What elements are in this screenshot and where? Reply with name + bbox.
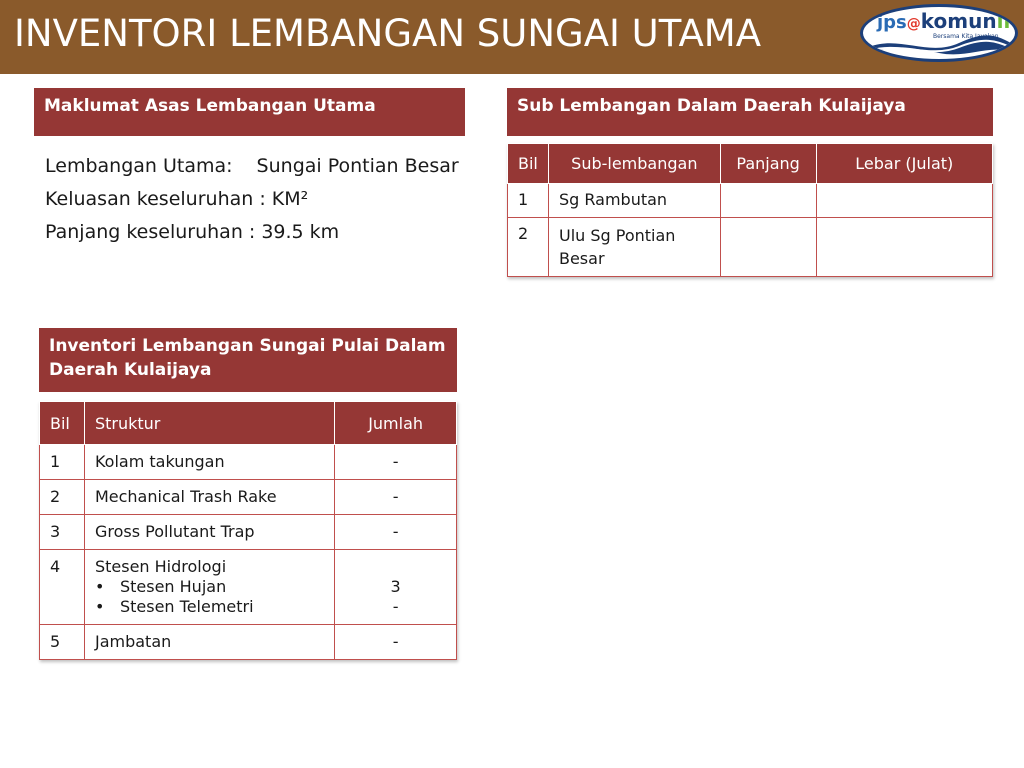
struktur-sub-item: • Stesen Telemetri <box>95 597 324 617</box>
cell-bil: 3 <box>40 515 85 550</box>
col-header-lebar: Lebar (Julat) <box>816 144 992 184</box>
cell-panjang <box>720 218 816 277</box>
table-row <box>508 184 993 218</box>
info-label-main-basin: Lembangan Utama: <box>45 155 233 177</box>
cell-jumlah: - <box>335 515 457 550</box>
cell-struktur: Gross Pollutant Trap <box>84 515 334 550</box>
info-label-length: Panjang keseluruhan : 39.5 km <box>45 221 340 243</box>
cell-lebar <box>816 218 992 277</box>
inventory-table <box>39 401 457 660</box>
struktur-sub-list <box>95 577 324 617</box>
table-row <box>40 550 457 625</box>
cell-struktur: Jambatan <box>84 625 334 660</box>
cell-struktur: Mechanical Trash Rake <box>84 480 334 515</box>
cell-jumlah <box>335 550 457 625</box>
table-row <box>40 445 457 480</box>
page-title: INVENTORI LEMBANGAN SUNGAI UTAMA <box>14 12 762 55</box>
jumlah-sub-value: - <box>392 597 399 616</box>
cell-bil: 2 <box>40 480 85 515</box>
cell-lebar <box>816 184 992 218</box>
jps-komunii-logo <box>860 4 1018 62</box>
col-header-bil: Bil <box>40 402 85 445</box>
cell-struktur <box>84 550 334 625</box>
logo-jps: jps <box>877 12 907 33</box>
cell-struktur-title: Stesen Hidrologi <box>94 557 227 576</box>
inventory-header: Inventori Lembangan Sungai Pulai Dalam Daerah Kulaijaya <box>39 328 457 392</box>
logo-wordmark <box>877 9 1010 33</box>
cell-bil: 2 <box>508 218 549 277</box>
cell-bil: 1 <box>508 184 549 218</box>
basic-info-block <box>45 150 459 249</box>
cell-bil: 5 <box>40 625 85 660</box>
logo-at: @ <box>906 16 921 32</box>
cell-jumlah: - <box>335 625 457 660</box>
cell-bil: 4 <box>40 550 85 625</box>
cell-sub-lembangan: Ulu Sg Pontian Besar <box>548 218 720 277</box>
struktur-sub-item: • Stesen Hujan <box>95 577 324 597</box>
cell-jumlah: - <box>335 445 457 480</box>
table-header-row <box>508 144 993 184</box>
cell-struktur: Kolam takungan <box>84 445 334 480</box>
col-header-panjang: Panjang <box>720 144 816 184</box>
logo-komun: komun <box>920 9 997 33</box>
col-header-bil: Bil <box>508 144 549 184</box>
table-row <box>40 625 457 660</box>
basic-info-header: Maklumat Asas Lembangan Utama <box>34 88 465 136</box>
jumlah-sub-value: 3 <box>390 577 401 596</box>
cell-panjang <box>720 184 816 218</box>
table-row <box>40 480 457 515</box>
info-row-area <box>45 183 459 216</box>
info-label-area: Keluasan keseluruhan : KM² <box>45 188 309 210</box>
sub-basin-header: Sub Lembangan Dalam Daerah Kulaijaya <box>507 88 993 136</box>
info-row-length <box>45 216 459 249</box>
table-header-row <box>40 402 457 445</box>
table-row <box>508 218 993 277</box>
logo-ii: ii <box>996 9 1011 33</box>
info-value-main-basin: Sungai Pontian Besar <box>256 155 459 177</box>
table-row <box>40 515 457 550</box>
logo-tagline: Bersama Kita Jayakan <box>933 33 999 40</box>
info-row-main-basin <box>45 150 459 183</box>
jumlah-spacer <box>345 557 446 577</box>
logo-oval <box>860 4 1018 62</box>
cell-sub-lembangan: Sg Rambutan <box>548 184 720 218</box>
col-header-struktur: Struktur <box>84 402 334 445</box>
sub-basin-table <box>507 143 993 277</box>
col-header-sub-lembangan: Sub-lembangan <box>548 144 720 184</box>
cell-jumlah: - <box>335 480 457 515</box>
cell-bil: 1 <box>40 445 85 480</box>
col-header-jumlah: Jumlah <box>335 402 457 445</box>
